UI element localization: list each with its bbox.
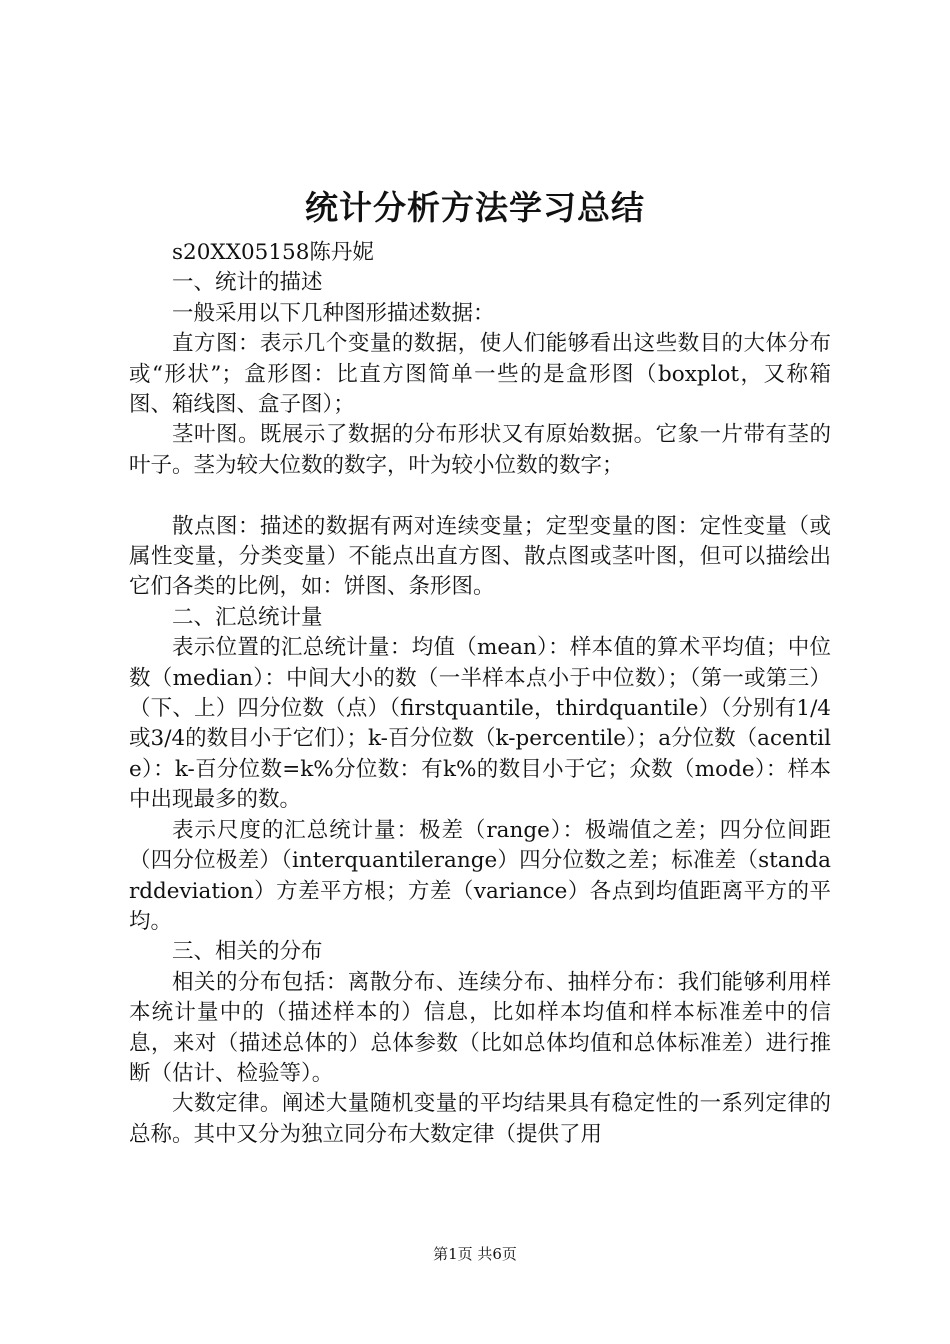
paragraph-law-large-numbers: 大数定律。阐述大量随机变量的平均结果具有稳定性的一系列定律的总称。其中又分为独立同分布大数定律（提供了用 [129, 1091, 831, 1147]
paragraph-stem-leaf: 茎叶图。既展示了数据的分布形状又有原始数据。它象一片带有茎的叶子。茎为较大位数的数字，叶为较小位数的数字； [129, 422, 831, 478]
document-title: 统计分析方法学习总结 [305, 188, 645, 227]
author-line: s20XX05158陈丹妮 [172, 240, 374, 265]
paragraph: 一般采用以下几种图形描述数据： [172, 300, 495, 326]
paragraph-distributions: 相关的分布包括：离散分布、连续分布、抽样分布：我们能够利用样本统计量中的（描述样本的）信息，比如样本均值和样本标准差中的信息，来对（描述总体的）总体参数（比如总体均值和总体标准差）进行推断（估计、检验等）。 [129, 969, 831, 1086]
paragraph-scale-stats: 表示尺度的汇总统计量：极差（range）：极端值之差；四分位间距（四分位极差）（interquantilerange）四分位数之差；标准差（standarddeviation）方差平方根；方差（variance）各点到均值距离平方的平均。 [129, 817, 831, 934]
section-heading-1: 一、统计的描述 [172, 270, 323, 296]
page-footer: 第1页 共6页 [433, 1245, 517, 1263]
paragraph-scatter: 散点图：描述的数据有两对连续变量；定型变量的图：定性变量（或属性变量，分类变量）不能点出直方图、散点图或茎叶图，但可以描绘出它们各类的比例，如：饼图、条形图。 [129, 513, 831, 600]
section-heading-3: 三、相关的分布 [172, 939, 323, 965]
section-heading-2: 二、汇总统计量 [172, 604, 323, 630]
paragraph-histogram: 直方图：表示几个变量的数据，使人们能够看出这些数目的大体分布或“形状”；盒形图：比直方图简单一些的是盒形图（boxplot，又称箱图、箱线图、盒子图）； [129, 331, 831, 418]
paragraph-location-stats: 表示位置的汇总统计量：均值（mean）：样本值的算术平均值；中位数（median）：中间大小的数（一半样本点小于中位数）；（第一或第三）（下、上）四分位数（点）（firstquantile，thirdquantile）（分别有1/4或3/4的数目小于它们）；k-百分位数（k-percentile）；a分位数（acentile）：k-百分位数=k%分位数：有k%的数目小于它；众数（mode）：样本中出现最多的数。 [129, 635, 831, 813]
blank-line [129, 481, 831, 511]
document-body [129, 238, 831, 1150]
